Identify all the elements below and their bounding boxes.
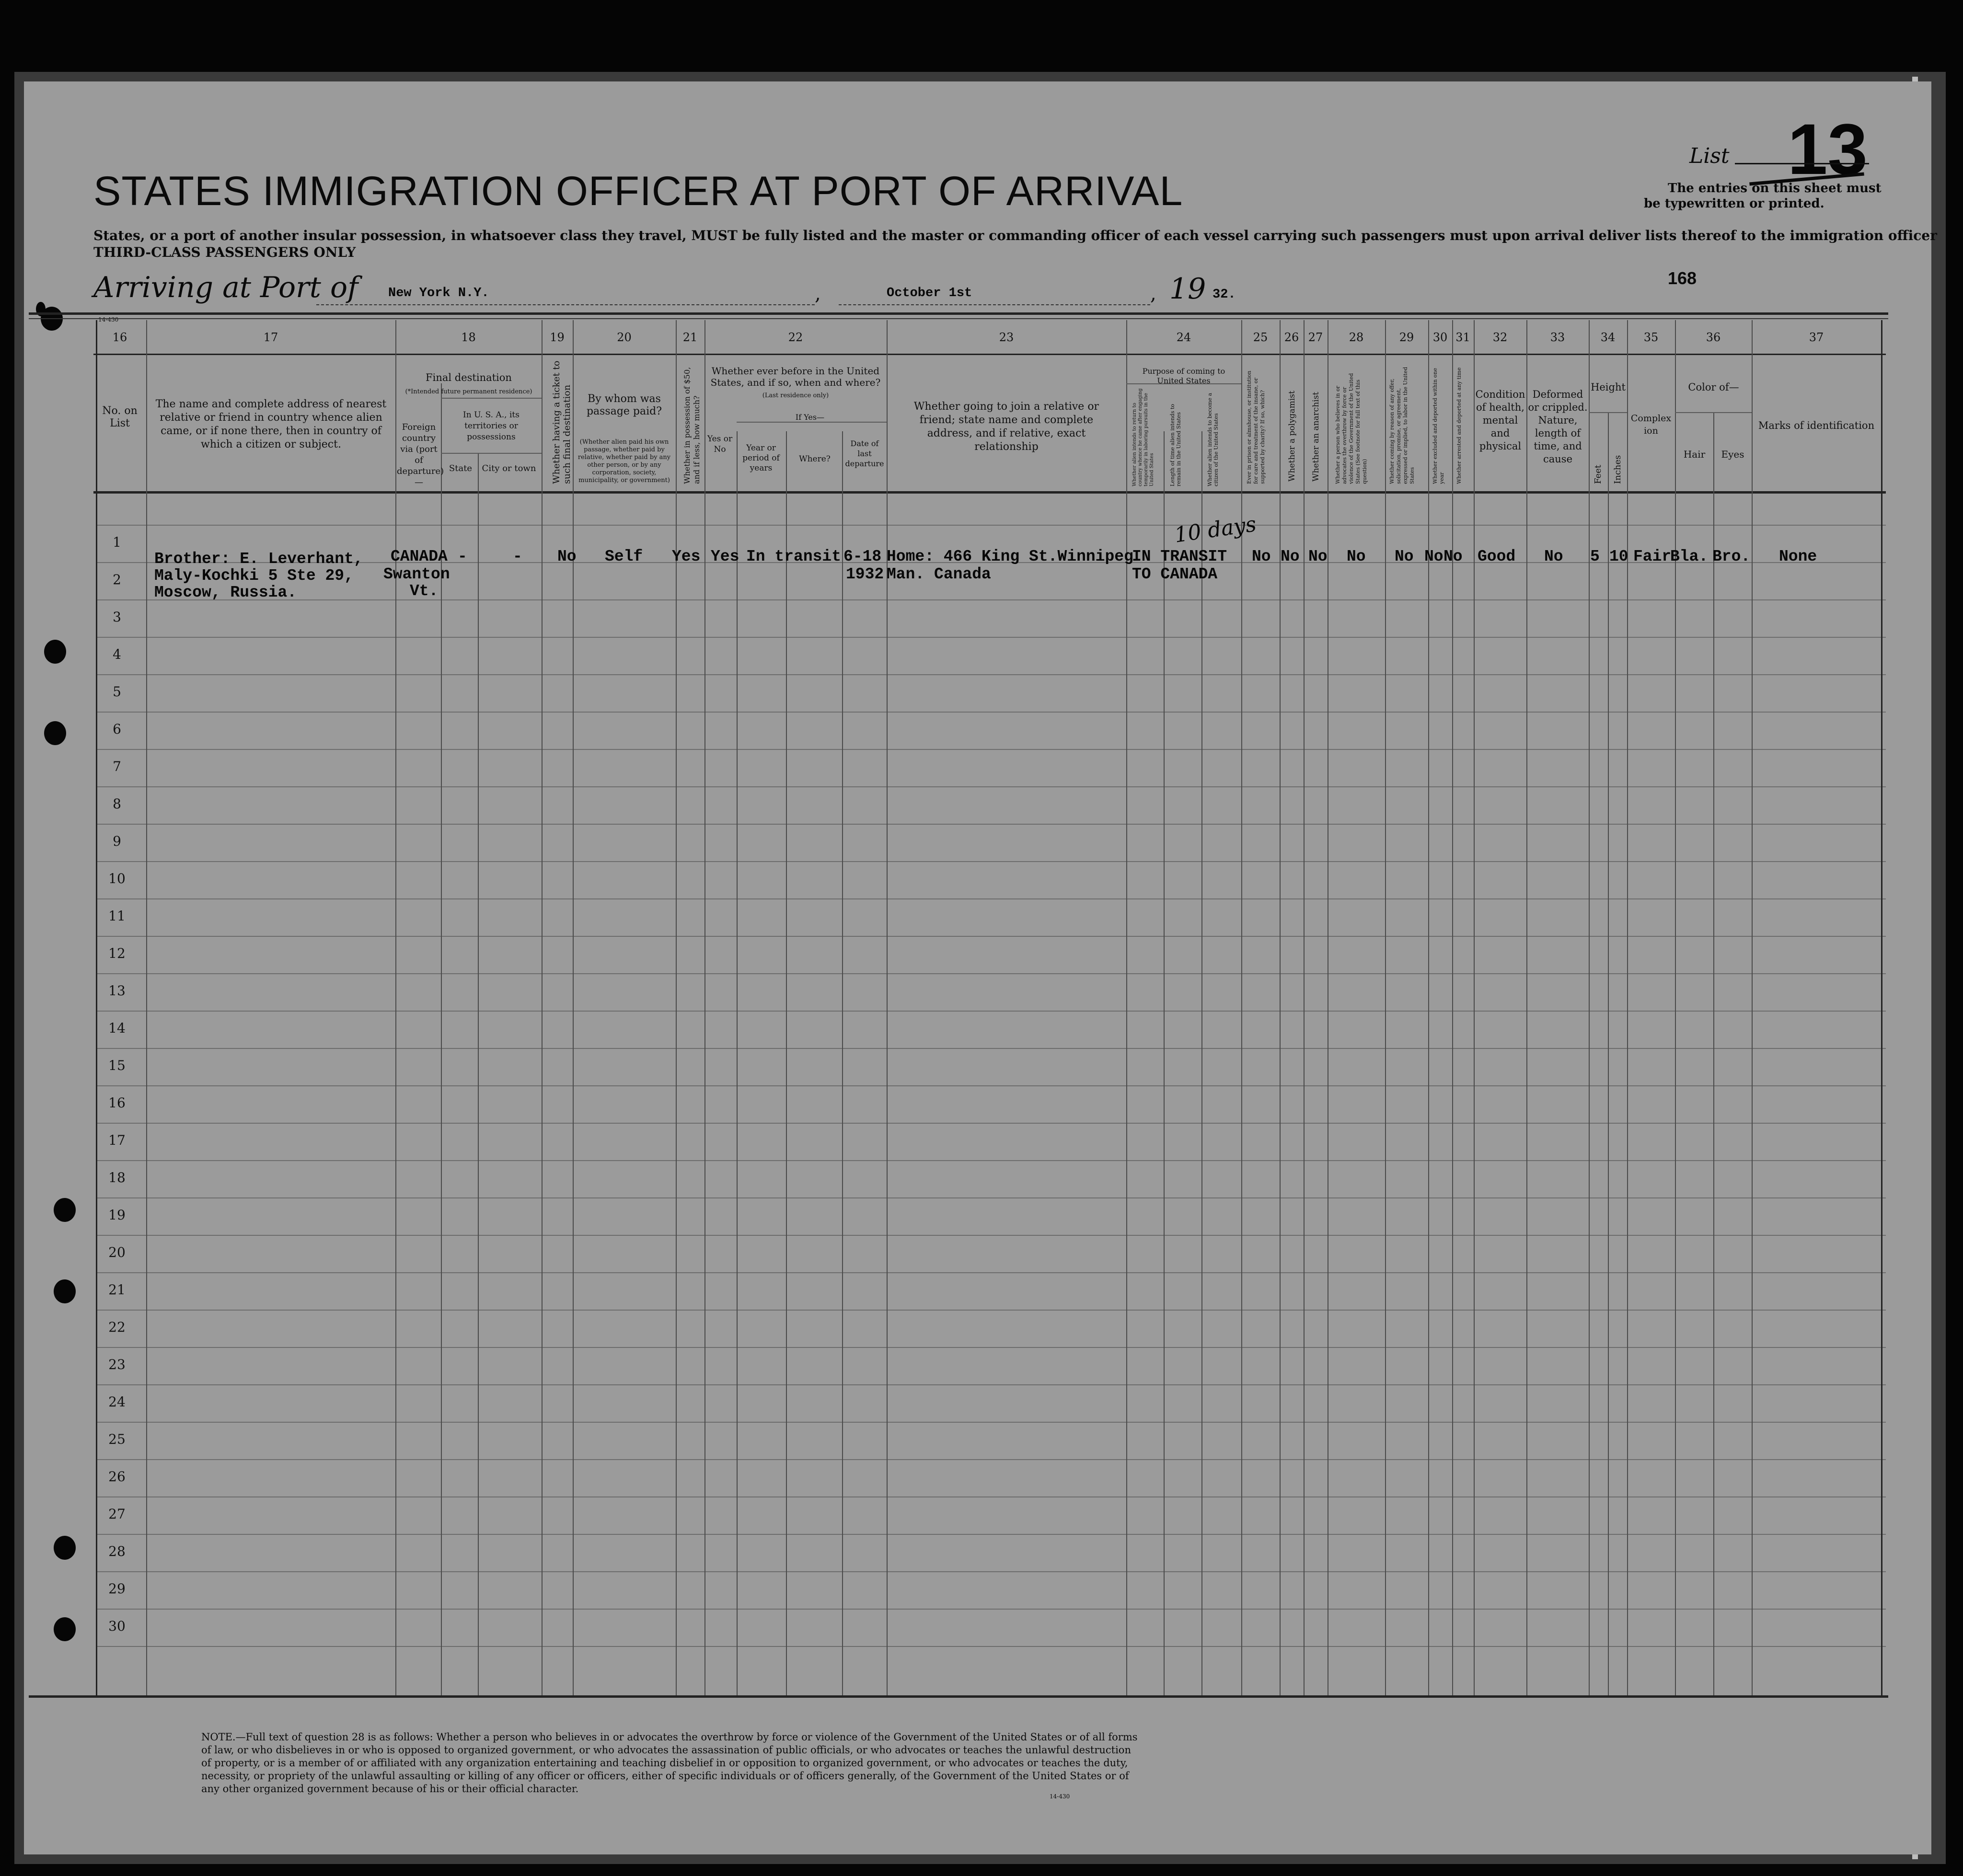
column-rule (146, 320, 147, 1695)
column-rule (786, 431, 787, 1695)
header-passage-paid-sub: (Whether alien paid his own passage, whether paid by relative, whether paid by any other person, or by any corporation, society, municipality, or government) (577, 438, 671, 484)
header-before-in-us: Whether ever before in the United States, and if so, when and where? (710, 365, 881, 388)
form-code: 14-430 (98, 316, 119, 323)
row-number: 27 (108, 1506, 126, 1522)
row-number: 13 (108, 983, 126, 999)
instruction-line: States, or a port of another insular possession, in whatsoever class they travel, MUST be fully listed and the master or commanding officer of each vessel carrying such passengers must upon arrival deliver lists thereof to the immigration officer (93, 228, 1937, 243)
row-number: 21 (108, 1282, 126, 1298)
punch-hole (54, 1279, 76, 1303)
year-prefix: 19 (1169, 272, 1206, 306)
header-color: Color of— (1688, 381, 1739, 393)
header-health: Condition of health, mental and physical (1475, 389, 1525, 452)
row-number: 24 (108, 1394, 126, 1410)
labor-offer-value: No (1395, 548, 1414, 565)
row-rule (96, 1534, 1886, 1535)
header-usa: In U. S. A., its territories or possessions (463, 410, 520, 442)
overthrow-value: No (1347, 548, 1366, 565)
header-where: Where? (799, 454, 831, 464)
row-number: 4 (113, 646, 121, 662)
row-rule (96, 786, 1886, 787)
eyes-value: Bro. (1712, 548, 1751, 565)
purpose-handwritten: 10 days (1173, 512, 1258, 548)
list-number: 13 (1788, 109, 1868, 189)
header-excluded: Whether excluded and deported within one year (1432, 368, 1445, 484)
column-rule (1752, 320, 1753, 1695)
colnum-17: 17 (263, 331, 278, 344)
column-rule (96, 320, 97, 1695)
header-purpose-a: Whether alien intends to return to country whence he came after engaging temporarily in laboring pursuits in the United States (1132, 388, 1155, 486)
relative-line: Maly-Kochki 5 Ste 29, (154, 567, 354, 585)
header-fifty-dollars: Whether in possession of $50, and if less, how much? (682, 367, 701, 484)
fifty-dollars-value: Yes (672, 548, 701, 565)
year-suffix: 32. (1212, 288, 1236, 302)
header-prison: Ever in prison or almshouse, or institution for care and treatment of the insane, or supported by charity? If so, which? (1246, 370, 1266, 484)
header-overthrow: Whether a person who believes in or advocates the overthrow by force or violence of the Government of the United States (See footnote for full text of this question) (1335, 373, 1368, 484)
row-number: 19 (108, 1207, 126, 1223)
subheader-rule (1675, 412, 1752, 413)
header-polygamist: Whether a polygamist (1287, 391, 1297, 482)
marks-value: None (1779, 548, 1817, 565)
relative-line: Moscow, Russia. (154, 584, 297, 601)
header-date-departure: Date of last departure (845, 439, 884, 468)
colnum-29: 29 (1399, 331, 1414, 344)
header-marks: Marks of identification (1758, 420, 1875, 431)
header-yes-or-no: Yes or No (707, 434, 733, 454)
passage-paid-value: Self (605, 548, 643, 565)
colnum-26: 26 (1284, 331, 1299, 344)
row-number: 5 (113, 684, 121, 700)
row-rule (96, 599, 1886, 600)
row-number: 15 (108, 1058, 126, 1073)
manifest-sheet (24, 81, 1931, 1854)
colnum-28: 28 (1349, 331, 1364, 344)
form-title: STATES IMMIGRATION OFFICER AT PORT OF ARRIVAL (93, 168, 1183, 214)
colnum-33: 33 (1550, 331, 1565, 344)
row-rule (96, 1011, 1886, 1012)
join-address-value: Home: 466 King St.Winnipeg (887, 548, 1133, 565)
column-rule (1452, 320, 1453, 1695)
header-inches: Inches (1613, 455, 1623, 484)
purpose-value: TO CANADA (1132, 565, 1218, 583)
header-labor-offer: Whether coming by reason of any offer, solicitation, promise, or agreement, expressed or implied, to labor in the United States (1389, 367, 1415, 484)
column-rule (1526, 320, 1527, 1695)
colnum-21: 21 (682, 331, 698, 344)
column-rule (1280, 320, 1281, 1695)
row-number: 6 (113, 721, 121, 737)
port-value: New York N.Y. (388, 286, 489, 300)
join-address-value: Man. Canada (887, 565, 991, 583)
colnum-22: 22 (788, 331, 803, 344)
header-passage-paid: By whom was passage paid? (586, 393, 662, 417)
row-rule (96, 1571, 1886, 1572)
colnum-34: 34 (1600, 331, 1616, 344)
header-year: Year or period of years (742, 443, 780, 473)
column-rule (1164, 431, 1165, 1695)
colnum-31: 31 (1455, 331, 1470, 344)
departure-date-value: 1932 (846, 565, 884, 583)
row-rule (96, 749, 1886, 750)
row-rule (96, 1646, 1886, 1647)
height-feet-value: 5 (1590, 548, 1600, 565)
foreign-country-value: Swanton (383, 565, 450, 583)
row-rule (96, 1123, 1886, 1124)
row-rule (96, 1496, 1886, 1497)
row-number: 2 (113, 572, 121, 587)
column-rule (395, 320, 396, 1695)
column-rule (1608, 412, 1609, 1695)
polygamist-value: No (1281, 548, 1300, 565)
header-final-destination: Final destination (426, 372, 512, 383)
row-number: 20 (108, 1244, 126, 1260)
entries-note: be typewritten or printed. (1644, 196, 1824, 211)
colnum-18: 18 (461, 331, 476, 344)
header-deported: Whether arrested and deported at any time (1456, 367, 1462, 484)
entries-note: The entries on this sheet must (1668, 181, 1882, 196)
row-number: 9 (113, 833, 121, 849)
header-deformed: Deformed or crippled. Nature, length of time, and cause (1528, 389, 1588, 465)
column-rule (542, 320, 543, 1695)
column-rule (1713, 412, 1714, 1695)
footnote-code: 14-430 (1050, 1793, 1070, 1800)
row-number: 18 (108, 1170, 126, 1185)
table-top-rule (29, 318, 1888, 319)
foreign-country-value: Vt. (410, 582, 439, 600)
punch-hole (54, 1198, 76, 1222)
column-rule (1675, 320, 1676, 1695)
header-join-relative: Whether going to join a relative or friend; state name and complete address, and if relative, exact relationship (913, 401, 1099, 453)
deformed-value: No (1544, 548, 1563, 565)
column-rule (1627, 320, 1628, 1695)
header-city: City or town (482, 463, 536, 473)
header-bottom-rule (93, 491, 1886, 494)
departure-date-value: 6-18 (843, 548, 882, 565)
colnum-rule (93, 354, 1886, 355)
row-rule (96, 674, 1886, 675)
colnum-32: 32 (1492, 331, 1508, 344)
row-rule (96, 1160, 1886, 1161)
complexion-value: Fair (1633, 548, 1672, 565)
row-number: 10 (108, 871, 126, 886)
row-rule (96, 637, 1886, 638)
date-line (839, 304, 1150, 305)
row-rule (96, 1085, 1886, 1086)
row-number: 8 (113, 796, 121, 812)
stamp-number: 168 (1668, 268, 1697, 288)
colnum-30: 30 (1432, 331, 1448, 344)
row-number: 25 (108, 1431, 126, 1447)
list-label: List (1689, 144, 1730, 168)
column-rule (1126, 320, 1127, 1695)
row-number: 29 (108, 1581, 126, 1597)
row-rule (96, 936, 1886, 937)
row-rule (96, 1609, 1886, 1610)
header-before-in-us-sub: (Last residence only) (762, 392, 829, 399)
height-inches-value: 10 (1609, 548, 1628, 565)
row-number: 26 (108, 1469, 126, 1485)
subheader-rule (1589, 412, 1627, 413)
row-rule (96, 1197, 1886, 1198)
row-rule (96, 1347, 1886, 1348)
foreign-country-value: CANADA (391, 548, 448, 565)
header-purpose: Purpose of coming to United States (1142, 367, 1225, 385)
header-purpose-b: Length of time alien intends to remain in the United States (1169, 403, 1182, 486)
header-final-destination-sub: (*Intended future permanent residence) (405, 388, 532, 395)
deported-value: No (1443, 548, 1463, 565)
column-rule (1304, 320, 1305, 1695)
footnote: NOTE.—Full text of question 28 is as follows: Whether a person who believes in or advocates the overthrow by force or violence of the Government of the United States or of all forms of law, or who disbelieves in or who is opposed to organized government, or who advocates the assassination of public officials, or who advocates or teaches the unlawful destruction of property, or is a member of or affiliated with any organization entertaining and teaching disbelief in or opposition to organized government, or who advocates or teaches the duty, necessity, or propriety of the unlawful assaulting or killing of any officer or officers, either of specific individuals or of officers generally, of the Government of the United States or of any other organized government because of his or their official character. (201, 1731, 1138, 1795)
row-rule (96, 1235, 1886, 1236)
row-number: 14 (108, 1020, 126, 1036)
row-number: 12 (108, 945, 126, 961)
column-rule (1428, 320, 1429, 1695)
port-line (316, 304, 815, 305)
row-rule (96, 898, 1886, 899)
date-value: October 1st (887, 286, 972, 300)
city-value: - (513, 548, 522, 565)
hair-value: Bla. (1670, 548, 1709, 565)
column-rule (887, 320, 888, 1695)
colnum-36: 36 (1706, 331, 1721, 344)
header-relative: The name and complete address of nearest relative or friend in country whence alien came, or if none there, then in country of which a citizen or subject. (155, 398, 387, 450)
state-value: - (458, 548, 467, 565)
punch-hole (44, 721, 66, 745)
passenger-class: THIRD-CLASS PASSENGERS ONLY (93, 244, 356, 260)
header-height: Height (1591, 381, 1626, 393)
colnum-35: 35 (1643, 331, 1659, 344)
row-number: 1 (113, 534, 121, 550)
row-number: 30 (108, 1618, 126, 1634)
row-rule (96, 1384, 1886, 1385)
where-value: In transit (746, 548, 842, 565)
ticket-value: No (557, 548, 577, 565)
column-rule (1385, 320, 1386, 1695)
punch-hole (44, 640, 66, 664)
row-number: 28 (108, 1543, 126, 1559)
row-number: 7 (113, 759, 121, 774)
colnum-23: 23 (999, 331, 1014, 344)
column-rule (676, 320, 677, 1695)
header-hair: Hair (1683, 449, 1706, 460)
purpose-value: IN TRANSIT (1132, 548, 1227, 565)
column-rule (1201, 431, 1202, 1695)
colnum-37: 37 (1809, 331, 1824, 344)
row-number: 11 (108, 908, 126, 924)
header-state: State (449, 463, 473, 473)
table-top-rule (29, 312, 1888, 315)
row-rule (96, 1048, 1886, 1049)
colnum-19: 19 (550, 331, 565, 344)
colnum-24: 24 (1176, 331, 1191, 344)
list-underline (1735, 163, 1869, 164)
column-rule (1589, 320, 1590, 1695)
punch-hole (54, 1617, 76, 1641)
arriving-label: Arriving at Port of (93, 271, 358, 304)
header-foreign-country: Foreign country via (port of departure)— (397, 422, 444, 487)
column-rule (1474, 320, 1475, 1695)
row-number: 22 (108, 1319, 126, 1335)
colnum-27: 27 (1308, 331, 1323, 344)
header-complexion: Complexion (1630, 413, 1672, 436)
column-rule (704, 320, 705, 1695)
health-value: Good (1478, 548, 1516, 565)
header-anarchist: Whether an anarchist (1311, 391, 1321, 482)
colnum-25: 25 (1253, 331, 1268, 344)
column-rule (842, 431, 843, 1695)
before-in-us-value: Yes (711, 548, 739, 565)
colnum-16: 16 (112, 331, 127, 344)
comma: , (815, 283, 821, 305)
column-rule (1881, 320, 1882, 1695)
row-number: 3 (113, 609, 121, 625)
column-rule (478, 453, 479, 1695)
subheader-rule (441, 453, 542, 454)
prison-value: No (1252, 548, 1271, 565)
table-bottom-rule (29, 1695, 1888, 1698)
row-rule (96, 1459, 1886, 1460)
header-feet: Feet (1593, 464, 1603, 484)
punch-hole (54, 1536, 76, 1560)
comma: , (1150, 283, 1156, 305)
row-number: 17 (108, 1132, 126, 1148)
excluded-value: No (1424, 548, 1443, 565)
row-rule (96, 861, 1886, 862)
header-no-on-list: No. on List (102, 405, 138, 429)
row-rule (96, 1272, 1886, 1273)
relative-line: Brother: E. Leverhant, (154, 550, 363, 568)
header-ticket: Whether having a ticket to such final destination (551, 360, 572, 484)
header-if-yes: If Yes— (795, 413, 825, 422)
row-rule (96, 1422, 1886, 1423)
row-number: 16 (108, 1095, 126, 1111)
colnum-20: 20 (617, 331, 632, 344)
row-rule (96, 712, 1886, 713)
column-rule (737, 431, 738, 1695)
column-rule (573, 320, 574, 1695)
header-purpose-c: Whether alien intends to become a citizen of the United States (1207, 392, 1219, 486)
row-number: 23 (108, 1357, 126, 1372)
row-rule (96, 525, 1886, 526)
row-rule (96, 1310, 1886, 1311)
row-rule (96, 824, 1886, 825)
header-eyes: Eyes (1721, 449, 1744, 460)
anarchist-value: No (1308, 548, 1328, 565)
row-rule (96, 973, 1886, 974)
